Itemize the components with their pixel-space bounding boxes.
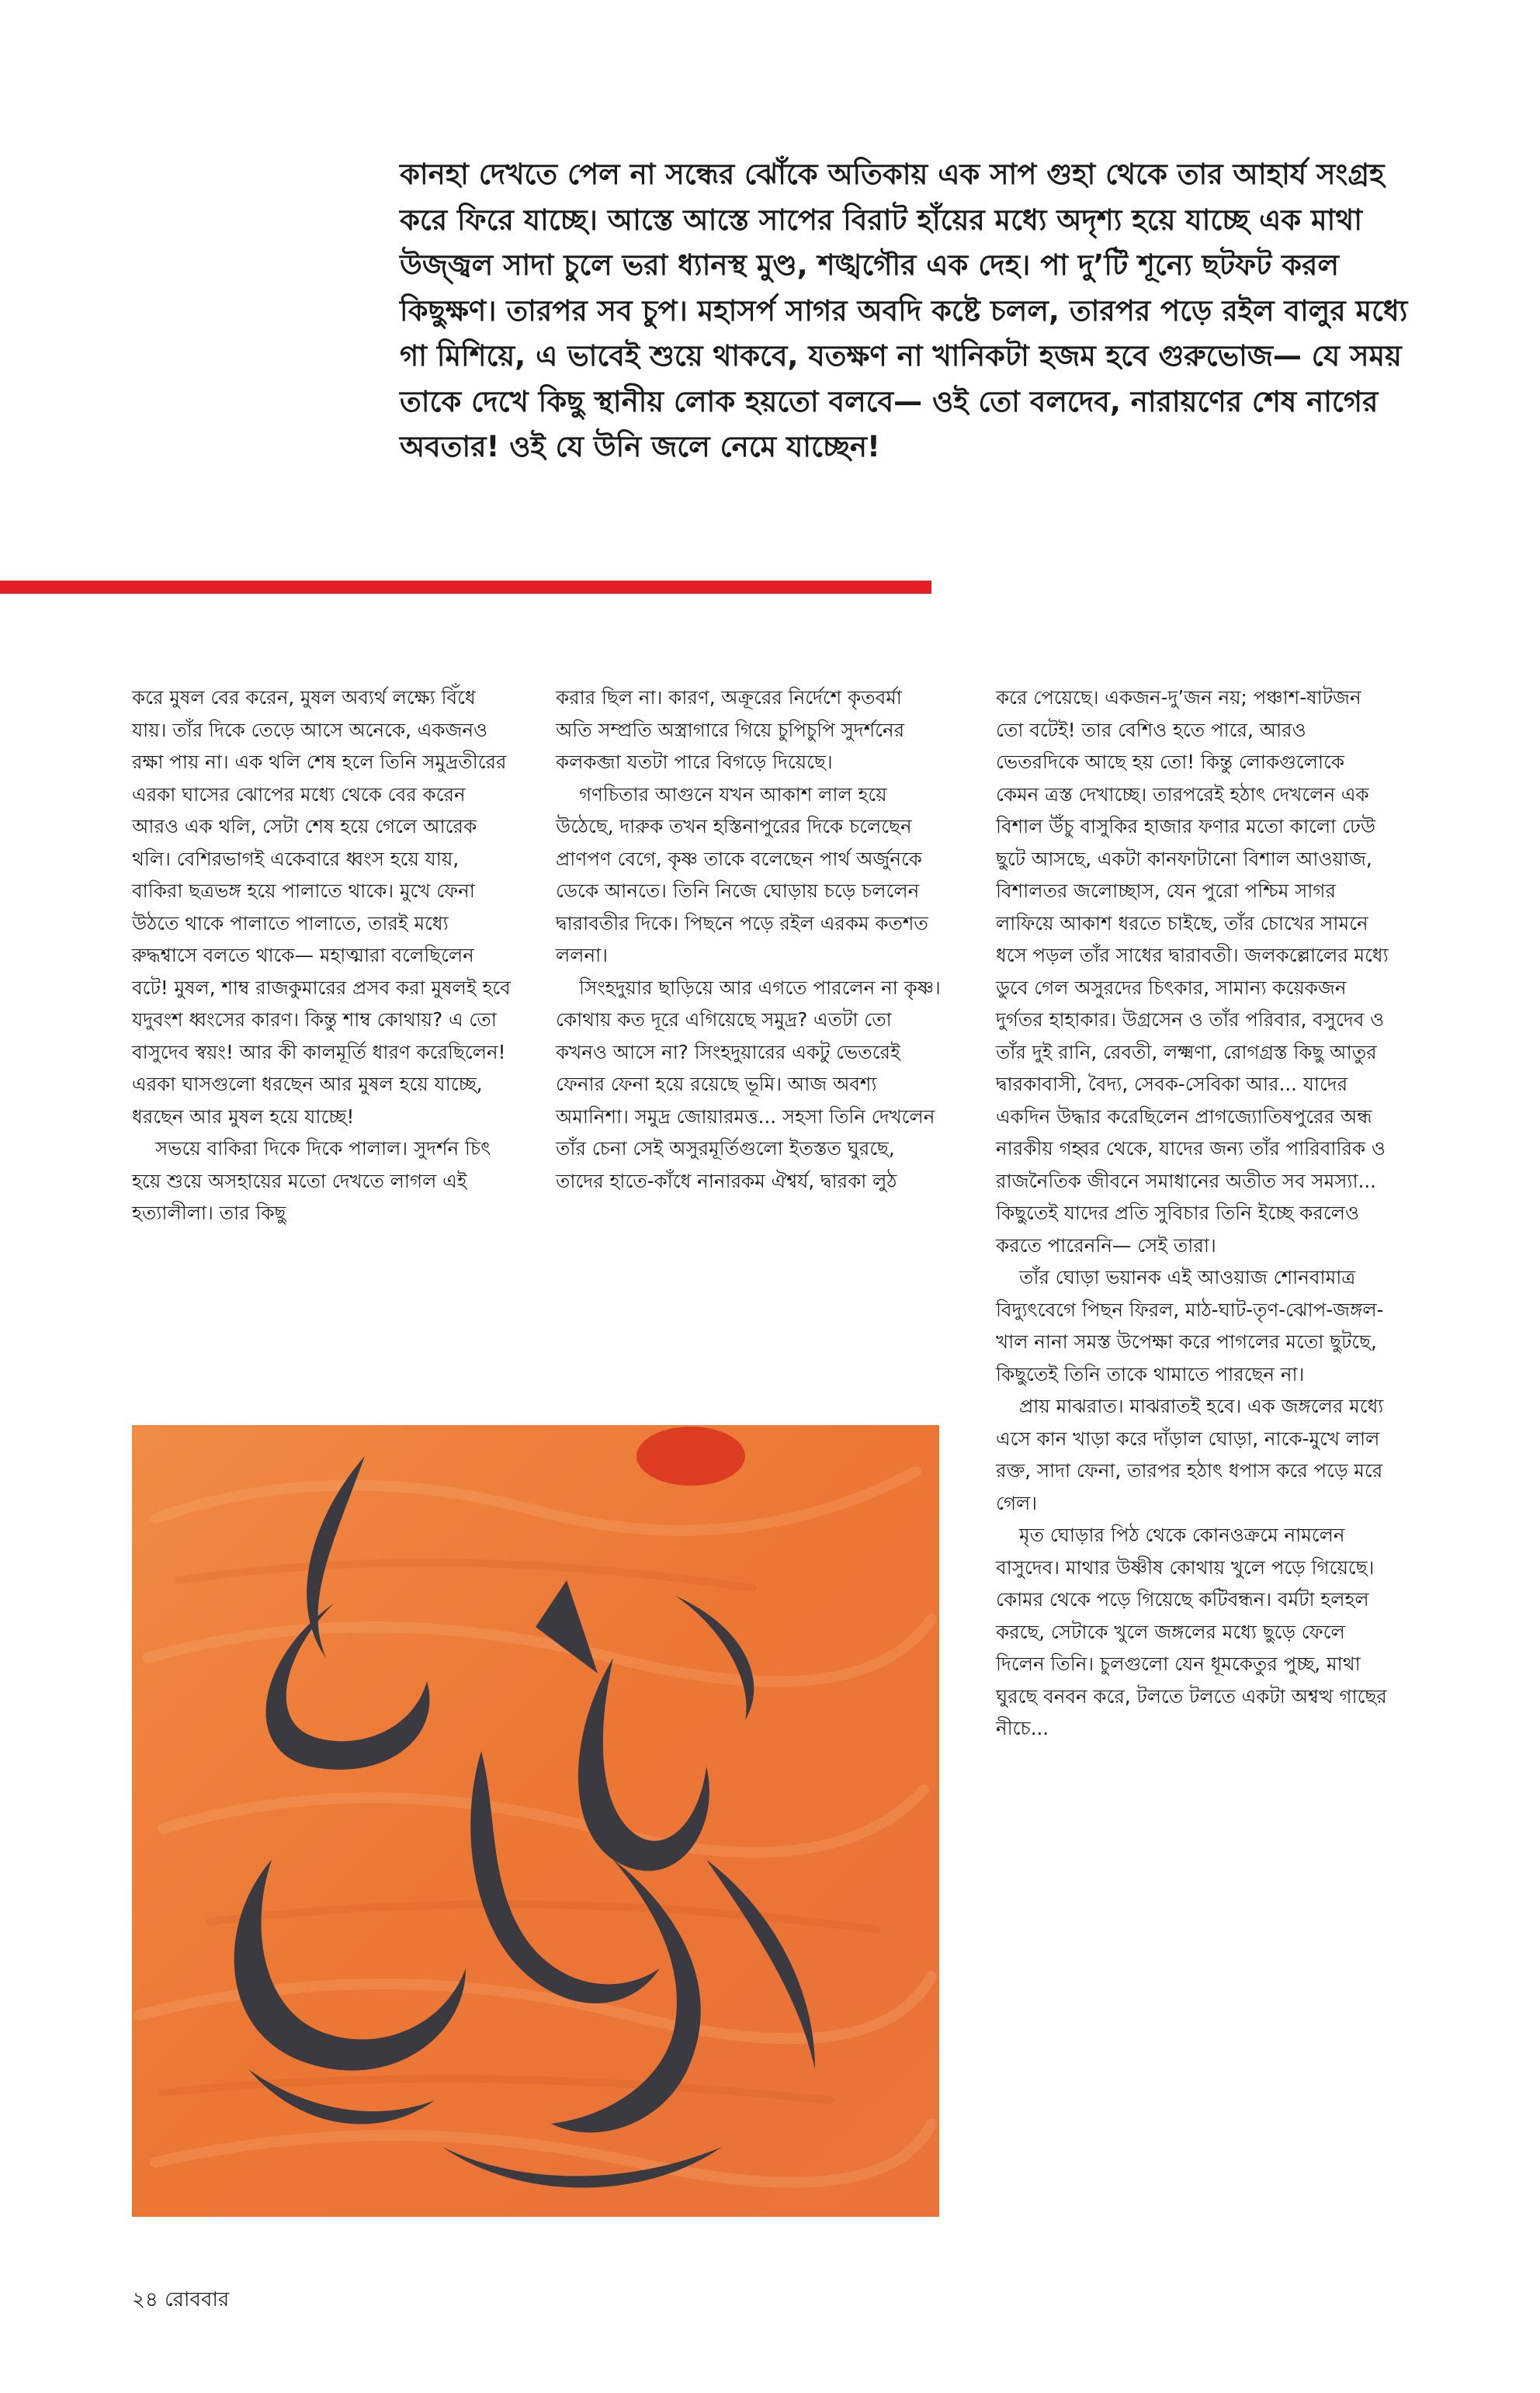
paragraph: করে পেয়েছে। একজন-দু’জন নয়; পঞ্চাশ-ষাটজন তো বটেই! তার বেশিও হতে পারে, আরও ভেতরদিকে আছে হয় তো! কিন্তু লোকগুলোকে কেমন ত্রস্ত দেখাচ্ছে। তারপরেই হঠাৎ দেখলেন এক বিশাল উঁচু বাসুকির হাজার ফণার মতো কালো ঢেউ ছুটে আসছে, একটা কানফাটানো বিশাল আওয়াজ, বিশালতর জলোচ্ছাস, যেন পুরো পশ্চিম সাগর লাফিয়ে আকাশ ধরতে চাইছে, তাঁর চোখের সামনে ধসে পড়ল তাঁর সাধের দ্বারাবতী। জলকল্লোলের মধ্যে ডুবে গেল অসুরদের চিৎকার, সামান্য কয়েকজন দুর্গতর হাহাকার। উগ্রসেন ও তাঁর পরিবার, বসুদেব ও তাঁর দুই রানি, রেবতী, লক্ষ্মণা, রোগগ্রস্ত কিছু আতুর দ্বারকাবাসী, বৈদ্য, সেবক-সেবিকা আর... যাদের একদিন উদ্ধার করেছিলেন প্রাগজ্যোতিষপুরের অন্ধ নারকীয় গহ্বর থেকে, যাদের জন্য তাঁর পারিবারিক ও রাজনৈতিক জীবনে সমাধানের অতীত সব সমস্যা... কিছুতেই যাদের প্রতি সুবিচার তিনি ইচ্ছে করলেও করতে পারেননি— সেই তারা। (996, 686, 1389, 1257)
paragraph: প্রায় মাঝরাত। মাঝরাতই হবে। এক জঙ্গলের মধ্যে এসে কান খাড়া করে দাঁড়াল ঘোড়া, নাকে-মুখে লাল রক্ত, সাদা ফেনা, তারপর হঠাৎ ধপাস করে পড়ে মরে গেল। (996, 1395, 1384, 1514)
paragraph: করে মুষল বের করেন, মুষল অব্যর্থ লক্ষ্যে বিঁধে যায়। তাঁর দিকে তেড়ে আসে অনেকে, একজনও রক্ষা পায় না। এক থলি শেষ হলে তিনি সমুদ্রতীরের এরকা ঘাসের ঝোপের মধ্যে থেকে বের করেন আরও এক থলি, সেটা শেষ হয়ে গেলে আরেক থলি। বেশিরভাগই একেবারে ধ্বংস হয়ে যায়, বাকিরা ছত্রভঙ্গ হয়ে পালাতে থাকে। মুখে ফেনা উঠতে থাকে পালাতে পালাতে, তারই মধ্যে রুদ্ধশ্বাসে বলতে থাকে— মহাত্মারা বলেছিলেন বটে! মুষল, শাম্ব রাজকুমারের প্রসব করা মুষলই হবে যদুবংশ ধ্বংসের কারণ। কিন্তু শাম্ব কোথায়? এ তো বাসুদেব স্বয়ং! আর কী কালমূর্তি ধারণ করেছিলেন! এরকা ঘাসগুলো ধরছেন আর মুষল হয়ে যাচ্ছে, ধরছেন আর মুষল হয়ে যাচ্ছে! (132, 686, 511, 1128)
paragraph: মৃত ঘোড়ার পিঠ থেকে কোনওক্রমে নামলেন বাসুদেব। মাথার উষ্ণীষ কোথায় খুলে পড়ে গিয়েছে। কোমর থেকে পড়ে গিয়েছে কটিবন্ধন। বর্মটা হলহল করছে, সেটাকে খুলে জঙ্গলের মধ্যে ছুড়ে ফেলে দিলেন তিনি। চুলগুলো যেন ধূমকেতুর পুচ্ছ, মাথা ঘুরছে বনবন করে, টলতে টলতে একটা অশ্বত্থ গাছের নীচে... (996, 1524, 1387, 1739)
paragraph: সিংহদুয়ার ছাড়িয়ে আর এগতে পারলেন না কৃষ্ণ। কোথায় কত দূরে এগিয়েছে সমুদ্র? এতটা তো কখনও আসে না? সিংহদুয়ারের একটু ভেতরেই ফেনার ফেনা হয়ে রয়েছে ভূমি। আজ অবশ্য অমানিশা। সমুদ্র জোয়ারমত্ত... সহসা তিনি দেখলেন তাঁর চেনা সেই অসুরমূর্তিগুলো ইতস্তত ঘুরছে, তাদের হাতে-কাঁধে নানারকম ঐশ্বর্য, দ্বারকা লুঠ (556, 976, 941, 1192)
text-column-2 (556, 681, 944, 1197)
paragraph: গণচিতার আগুনে যখন আকাশ লাল হয়ে উঠেছে, দারুক তখন হস্তিনাপুরের দিকে চলেছেন প্রাণপণ বেগে, কৃষ্ণ তাকে বলেছেন পার্থ অর্জুনকে ডেকে আনতে। তিনি নিজে ঘোড়ায় চড়ে চললেন দ্বারাবতীর দিকে। পিছনে পড়ে রইল এরকম কতশত ললনা। (556, 782, 928, 966)
text-column-1 (132, 681, 512, 1229)
paragraph: করার ছিল না। কারণ, অক্রূরের নির্দেশে কৃতবর্মা অতি সম্প্রতি অস্ত্রাগারে গিয়ে চুপিচুপি সুদর্শনের কলকব্জা যতটা পারে বিগড়ে দিয়েছে। (556, 686, 905, 773)
red-divider-rule (0, 581, 931, 594)
paragraph: তাঁর ঘোড়া ভয়ানক এই আওয়াজ শোনবামাত্র বিদ্যুৎবেগে পিছন ফিরল, মাঠ-ঘাট-তৃণ-ঝোপ-জঙ্গল-খাল নানা সমস্ত উপেক্ষা করে পাগলের মতো ছুটছে, কিছুতেই তিনি তাকে থামাতে পারছেন না। (996, 1266, 1384, 1386)
page-folio: ২৪ রোববার (132, 2288, 230, 2311)
text-column-3 (996, 681, 1392, 1745)
paragraph: সভয়ে বাকিরা দিকে দিকে পালাল। সুদর্শন চিৎ হয়ে শুয়ে অসহায়ের মতো দেখতে লাগল এই হত্যালীলা। তার কিছু (132, 1137, 491, 1224)
pull-quote: কানহা দেখতে পেল না সন্ধের ঝোঁকে অতিকায় এক সাপ গুহা থেকে তার আহার্য সংগ্রহ করে ফিরে যাচ্ছে। আস্তে আস্তে সাপের বিরাট হাঁয়ের মধ্যে অদৃশ্য হয়ে যাচ্ছে এক মাথা উজ্জ্বল সাদা চুলে ভরা ধ্যানস্থ মুণ্ড, শঙ্খগৌর এক দেহ। পা দু’টি শূন্যে ছটফট করল কিছুক্ষণ। তারপর সব চুপ। মহাসর্প সাগর অবদি কষ্টে চলল, তারপর পড়ে রইল বালুর মধ্যে গা মিশিয়ে, এ ভাবেই শুয়ে থাকবে, যতক্ষণ না খানিকটা হজম হবে গুরুভোজ— যে সময় তাকে দেখে কিছু স্থানীয় লোক হয়তো বলবে— ওই তো বলদেব, নারায়ণের শেষ নাগের অবতার! ওই যে উনি জলে নেমে যাচ্ছেন! (400, 158, 1408, 463)
calligraphy-artwork (132, 1425, 939, 2217)
red-paint-blob (636, 1427, 745, 1486)
